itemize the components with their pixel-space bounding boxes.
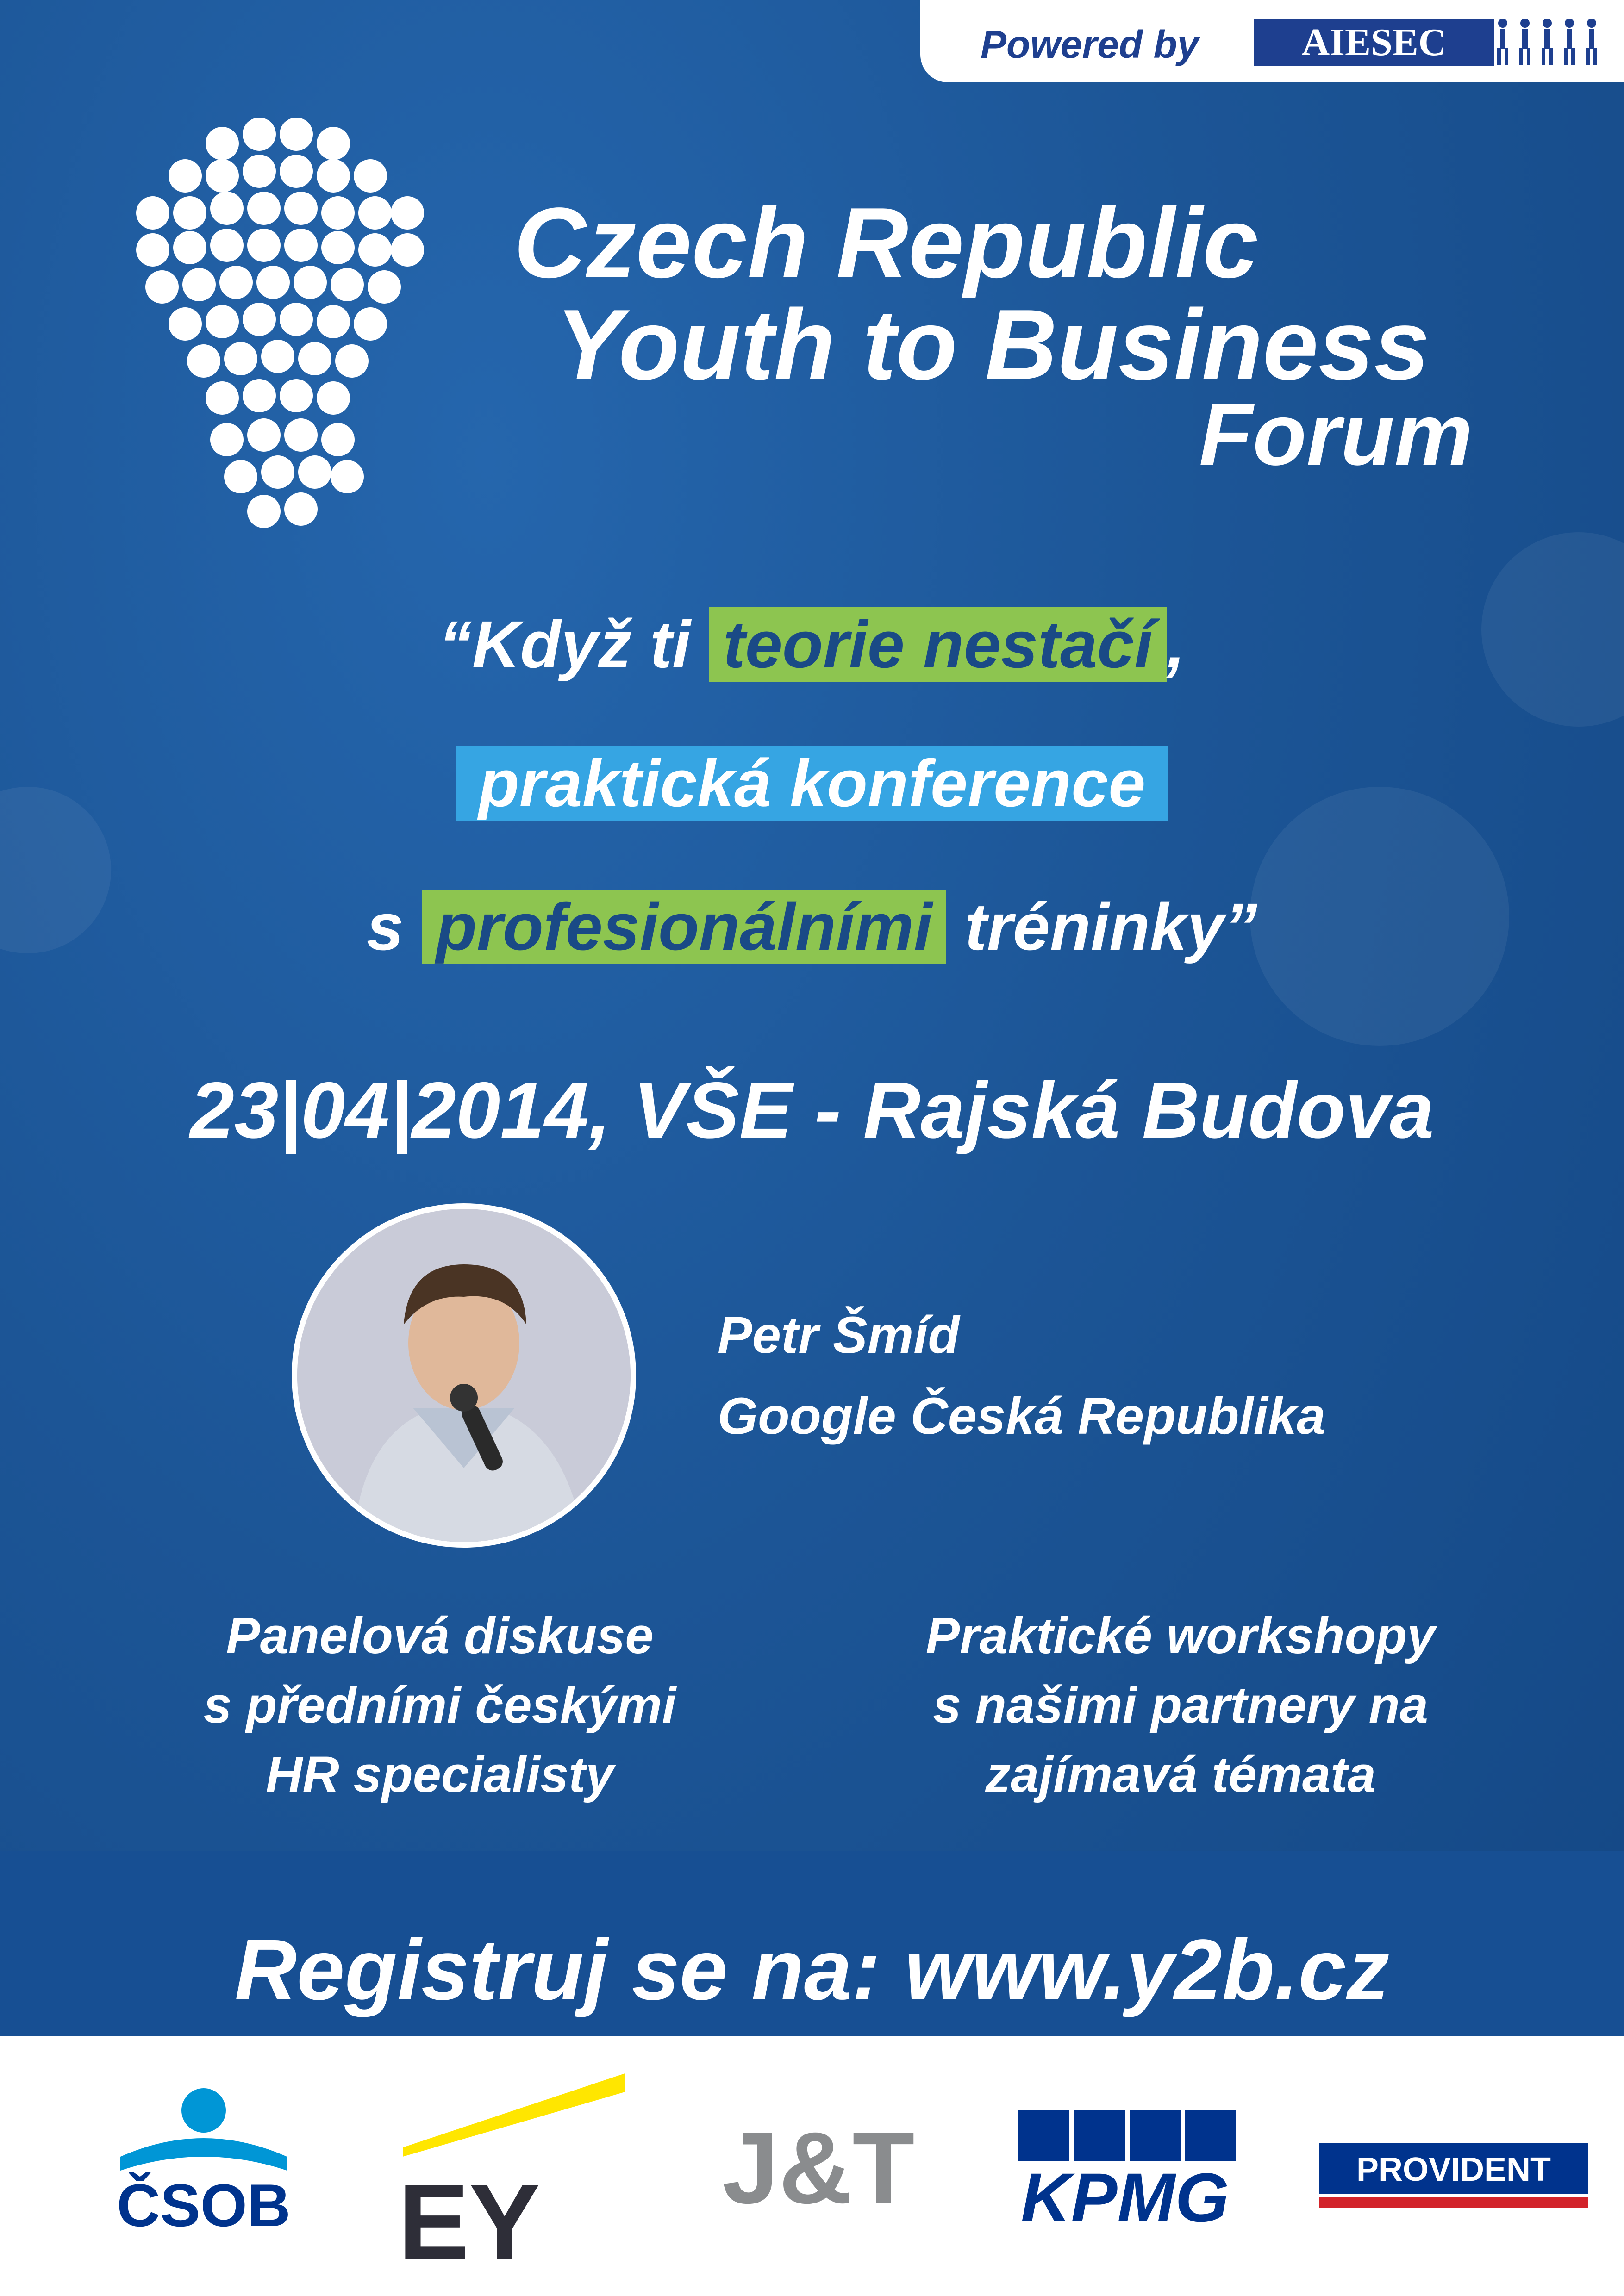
lightbulb-dots-logo	[125, 102, 449, 555]
event-date-place: 23|04|2014, VŠE - Rajská Budova	[190, 1066, 1434, 1155]
aiesec-logo: AIESEC	[1254, 19, 1494, 66]
kpmg-logo	[1005, 2097, 1264, 2235]
quote-highlight: teorie nestačí	[709, 607, 1167, 682]
quote-line-3	[0, 889, 1624, 965]
csob-logo-text: ČSOB	[117, 2172, 291, 2239]
quote-text: tréninky”	[946, 890, 1258, 964]
quote-line-1	[0, 606, 1624, 683]
quote-text: ,	[1167, 607, 1186, 682]
speaker-photo-illustration	[297, 1209, 631, 1542]
aiesec-people-icon	[1494, 17, 1605, 68]
register-link[interactable]: Registruj se na: www.y2b.cz	[234, 1922, 1390, 2018]
feature-workshops: Praktické workshopy s našimi partnery na zajímavá témata	[925, 1607, 1436, 1803]
provident-logo	[1319, 2143, 1588, 2212]
quote-text: s	[366, 890, 422, 964]
quote-highlight: praktická konference	[456, 746, 1169, 821]
title-line-1: Czech Republic	[514, 187, 1259, 299]
quote-line-2	[0, 745, 1624, 822]
ey-logo-text: EY	[398, 2162, 540, 2268]
kpmg-logo-text: KPMG	[1021, 2159, 1229, 2235]
powered-by-banner	[920, 0, 1624, 82]
provident-logo-text: PROVIDENT	[1356, 2151, 1551, 2188]
jt-logo-text: J&T	[722, 2111, 915, 2221]
ey-logo	[394, 2064, 634, 2268]
sponsors-bar	[0, 2036, 1624, 2296]
title-line-3: Forum	[1199, 386, 1473, 484]
quote-text: “Když ti	[438, 607, 709, 682]
speaker-name: Petr Šmíd	[718, 1306, 960, 1364]
quote-highlight: profesionálními	[422, 890, 946, 964]
speaker-photo	[292, 1203, 636, 1548]
speaker-company: Google Česká Republika	[718, 1387, 1326, 1445]
powered-by-label: Powered by	[981, 23, 1199, 66]
title-line-2: Youth to Business	[556, 288, 1430, 400]
csob-logo	[111, 2083, 296, 2240]
feature-panel-discussion: Panelová diskuse s předními českými HR specialisty	[203, 1607, 676, 1803]
jt-logo	[722, 2110, 935, 2221]
